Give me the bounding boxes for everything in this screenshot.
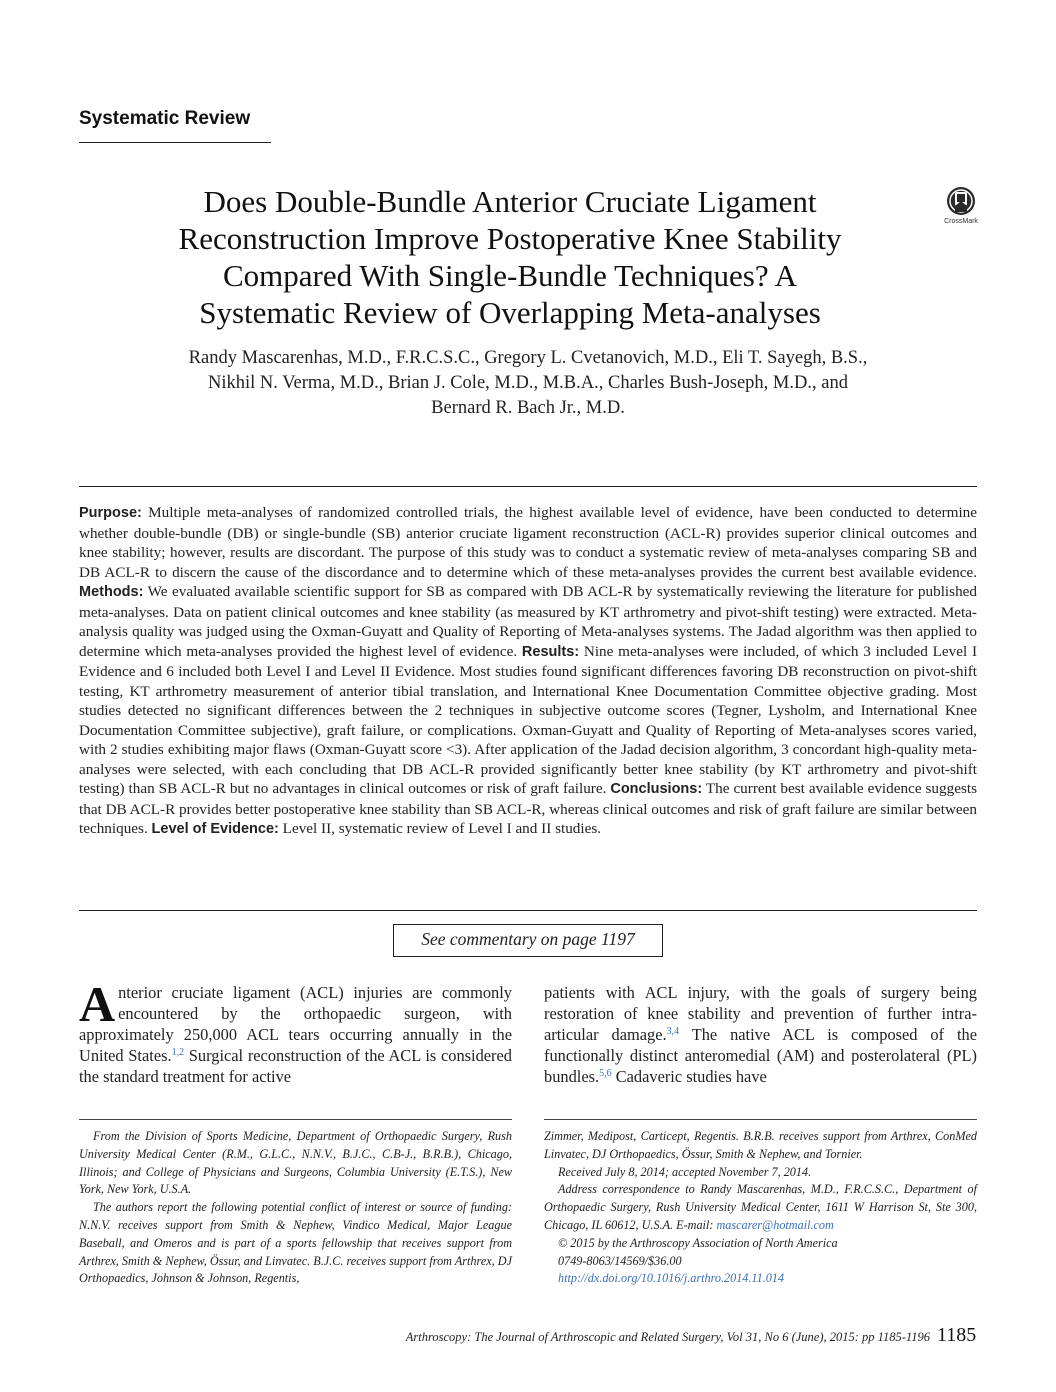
author-list <box>60 346 996 421</box>
journal-citation: Arthroscopy: The Journal of Arthroscopic and Related Surgery, Vol 31, No 6 (June), 2015: pp 1185-1196 <box>405 1330 930 1344</box>
abstract-bottom-rule <box>79 910 977 911</box>
page-number: 1185 <box>937 1324 977 1346</box>
results-text: Nine meta-analyses were included, of which 3 included Level I Evidence and 6 included both Level I and Level II Evidence. Most studies found significant differences favoring DB reconstruction on pivot-shift testing, KT arthrometry measurement of anterior tibial translation, and International Knee Documentation Committee objective grading. Most studies detected no significant differences between the 2 techniques in subjective outcome scores (Tegner, Lysholm, and International Knee Documentation Committee subjective), graft failure, or complications. Oxman-Guyatt and Quality of Reporting of Meta-analyses scores varied, with 2 studies exhibiting major flaws (Oxman-Guyatt score <3). After application of the Jadad decision algorithm, 3 concordant high-quality meta-analyses were selected, with each concluding that DB ACL-R provided significantly better knee stability (by KT arthrometry and pivot-shift testing) than SB ACL-R but no advantages in clinical outcomes or risk of graft failure. <box>79 642 977 797</box>
author-line: Randy Mascarenhas, M.D., F.R.C.S.C., Gregory L. Cvetanovich, M.D., Eli T. Sayegh, B.S., <box>188 348 868 368</box>
body-text: patients with ACL injury, with the goals of surgery being restoration of knee stability and prevention of further intra-articular damage. <box>544 983 977 1044</box>
received-note: Received July 8, 2014; accepted November 7, 2014. <box>558 1164 812 1179</box>
crossmark-badge[interactable] <box>938 186 984 228</box>
footnote-rule-right <box>544 1119 977 1120</box>
results-label: Results: <box>521 643 580 660</box>
footnotes-right <box>544 1128 977 1288</box>
reference-link[interactable]: 1,2 <box>171 1047 185 1058</box>
crossmark-label: CrossMark <box>944 218 978 225</box>
level-text: Level II, systematic review of Level I and II studies. <box>278 820 602 837</box>
level-label: Level of Evidence: <box>151 821 279 837</box>
purpose-label: Purpose: <box>79 505 142 521</box>
affiliation-note: From the Division of Sports Medicine, Department of Orthopaedic Surgery, Rush University Medical Center (R.M., G.L.C., N.N.V., B.J.C., C.B-J., B.R.B.), Chicago, Illinois; and College of Physicians and Surgeons, Columbia University (E.T.S.), New York, New York, U.S.A. <box>79 1129 512 1197</box>
reference-link[interactable]: 3,4 <box>666 1026 680 1037</box>
commentary-link[interactable]: See commentary on page 1197 <box>421 929 635 949</box>
correspondence-note <box>544 1181 977 1234</box>
correspondence-text: Address correspondence to Randy Mascarenhas, M.D., F.R.C.S.C., Department of Orthopaedic Surgery, Rush University Medical Center, 1611 W Harrison St, Ste 300, Chicago, IL 60612, U.S.A. E-mail: <box>544 1182 977 1232</box>
doi-link[interactable]: http://dx.doi.org/10.1016/j.arthro.2014.11.014 <box>558 1271 785 1286</box>
body-column-left <box>79 976 512 1087</box>
title-line: Does Double-Bundle Anterior Cruciate Ligament <box>203 184 817 219</box>
title-line: Reconstruction Improve Postoperative Knee Stability <box>178 221 842 256</box>
footnotes-left <box>79 1128 512 1288</box>
title-line: Systematic Review of Overlapping Meta-analyses <box>199 295 821 330</box>
abstract <box>79 503 977 840</box>
reference-link[interactable]: 5,6 <box>599 1068 612 1079</box>
conclusions-label: Conclusions: <box>610 781 703 797</box>
footnote-rule-left <box>79 1119 512 1120</box>
issn-note: 0749-8063/14569/$36.00 <box>558 1253 682 1268</box>
crossmark-icon <box>938 186 984 218</box>
article-title <box>110 183 910 331</box>
body-text: Cadaveric studies have <box>611 1067 767 1086</box>
section-rule <box>79 142 271 143</box>
body-text: nterior cruciate ligament (ACL) injuries are commonly encountered by the orthopaedic surgeon, with approximately 250,000 ACL tears occurring annually in the United States. <box>79 983 512 1065</box>
conflict-note: The authors report the following potential conflict of interest or source of funding: N.N.V. receives support from Smith & Nephew, Vindico Medical, Major League Baseball, and Omeros and is part of a sports fellowship that receives support from Arthrex, Smith & Nephew, Össur, and Linvatec. B.J.C. receives support from Arthrex, DJ Orthopaedics, Johnson & Johnson, Regentis, <box>79 1200 512 1286</box>
title-line: Compared With Single-Bundle Techniques? A <box>222 258 797 293</box>
body-text: The native ACL is composed of the functionally distinct anteromedial (AM) and posterolateral (PL) bundles. <box>544 1025 977 1086</box>
methods-label: Methods: <box>79 584 144 600</box>
body-text: Surgical reconstruction of the ACL is considered the standard treatment for active <box>79 1046 512 1086</box>
author-line: Bernard R. Bach Jr., M.D. <box>431 398 625 418</box>
drop-cap: A <box>79 976 116 1032</box>
conflict-note-continued: Zimmer, Medipost, Carticept, Regentis. B.R.B. receives support from Arthrex, ConMed Linvatec, DJ Orthopaedics, Össur, Smith & Nephew, and Tornier. <box>544 1129 977 1161</box>
section-label: Systematic Review <box>79 108 251 129</box>
email-link[interactable]: mascarer@hotmail.com <box>716 1217 834 1232</box>
body-column-right <box>544 982 977 1087</box>
purpose-text: Multiple meta-analyses of randomized controlled trials, the highest available level of evidence, have been conducted to determine whether double-bundle (DB) or single-bundle (SB) anterior cruciate ligament reconstruction (ACL-R) provides superior clinical outcomes and knee stability; however, results are discordant. The purpose of this study was to conduct a systematic review of meta-analyses comparing SB and DB ACL-R to discern the cause of the discordance and to determine which of these meta-analyses provides the current best available evidence. <box>79 504 977 581</box>
methods-text: We evaluated available scientific support for SB as compared with DB ACL-R by systematically reviewing the literature for published meta-analyses. Data on patient clinical outcomes and knee stability (as measured by KT arthrometry and pivot-shift testing) were extracted. Meta-analysis quality was judged using the Oxman-Guyatt and Quality of Reporting of Meta-analyses systems. The Jadad algorithm was then applied to determine which meta-analyses provided the highest level of evidence. <box>79 583 977 660</box>
author-line: Nikhil N. Verma, M.D., Brian J. Cole, M.D., M.B.A., Charles Bush-Joseph, M.D., and <box>208 373 848 393</box>
copyright-note: © 2015 by the Arthroscopy Association of North America <box>558 1235 838 1250</box>
commentary-box[interactable] <box>393 924 663 957</box>
conclusions-text: The current best available evidence suggests that DB ACL-R provides better postoperative knee stability than SB ACL-R, whereas clinical outcomes and risk of graft failure are similar between techniques. <box>79 780 977 837</box>
abstract-top-rule <box>79 486 977 487</box>
